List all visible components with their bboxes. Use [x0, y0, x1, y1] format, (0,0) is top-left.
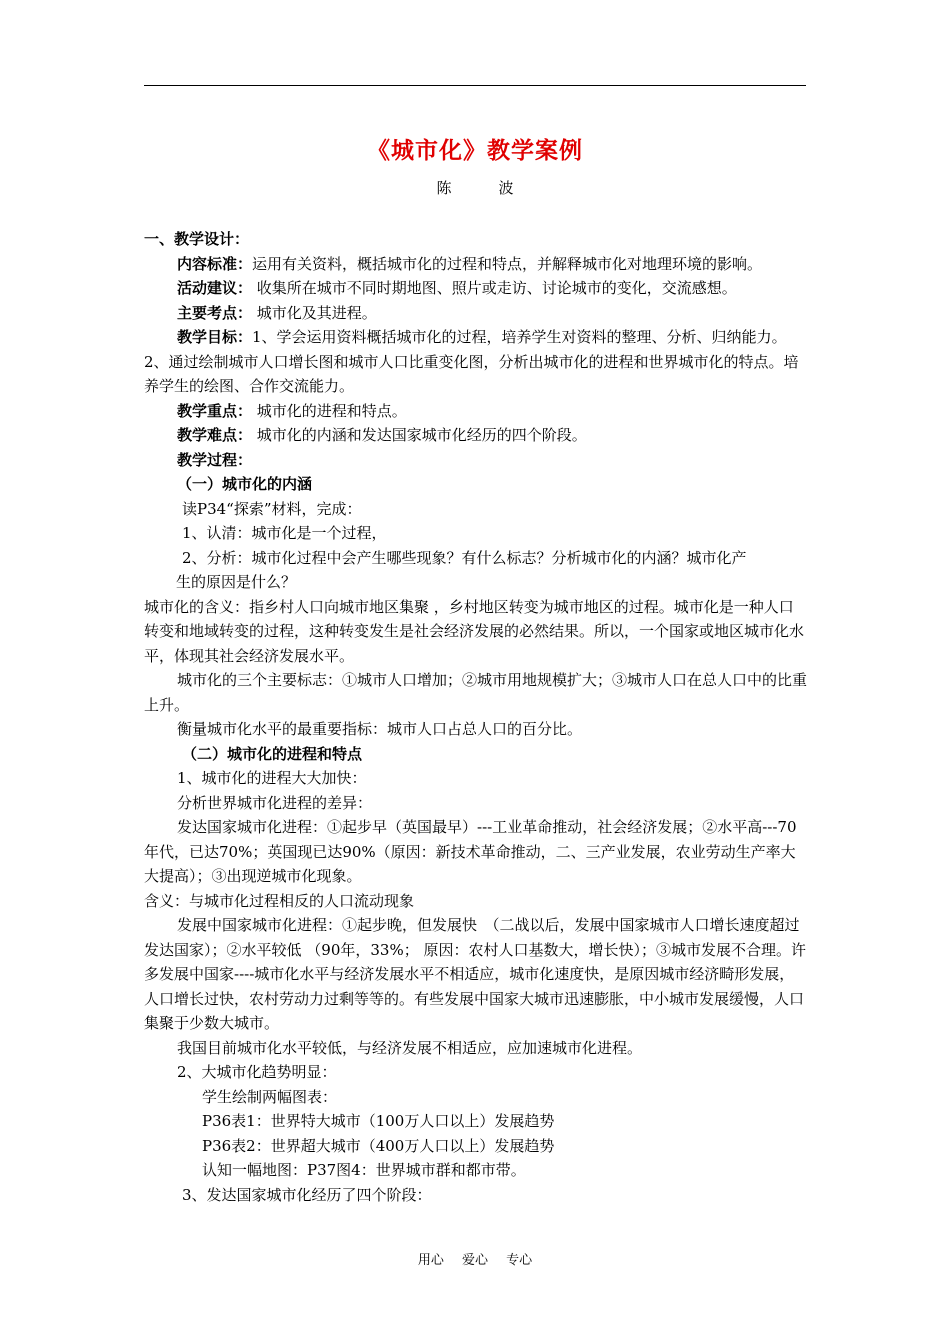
part2-developing: 发展中国家城市化进程：①起步晚，但发展快 （二战以后，发展中国家城市人口增长速度超过发达国家）；②水平较低 （90年，33%； 原因：农村人口基数大，增长快）；③城市发展不合理。许多发展中国家----城市化水平与经济发展水平不相适应，城市化速度快，是原因城市经济畸形发展，人口增长过快，农村劳动力过剩等等的。有些发展中国家大城市迅速膨胀，中小城市发展缓慢，人口集聚于少数大城市。: [144, 916, 806, 1032]
field-text: 城市化的进程和特点。: [252, 401, 407, 420]
part2-map: 认知一幅地图：P37图4：世界城市群和都市带。: [202, 1161, 526, 1179]
part2-s1: 1、城市化的进程大大加快：: [177, 769, 367, 787]
field-text: 运用有关资料，概括城市化的过程和特点，并解释城市化对地理环境的影响。: [252, 254, 763, 273]
field-label: 教学重点：: [177, 401, 253, 420]
part2-s2: 2、大城市化趋势明显：: [177, 1063, 337, 1081]
field-label: 教学目标：: [177, 328, 253, 346]
part2-table1: P36表1：世界特大城市（100万人口以上）发展趋势: [202, 1112, 555, 1130]
document-body: [144, 227, 808, 1207]
field-text: 收集所在城市不同时期地图、照片或走访、讨论城市的变化，交流感想。: [252, 279, 737, 297]
field-label: 主要考点：: [177, 303, 253, 322]
meaning-text: 城市化的含义：指乡村人口向城市地区集聚 ，乡村地区转变为城市地区的过程。城市化是一种人口转变和地域转变的过程，这种转变发生是社会经济发展的必然结果。所以，一个国家或地区城市化水平，体现其社会经济发展水平。: [144, 597, 805, 665]
field-text: 1、学会运用资料概括城市化的过程，培养学生对资料的整理、分析、归纳能力。: [252, 328, 787, 346]
part1-indicator: 衡量城市化水平的最重要指标：城市人口占总人口的百分比。: [177, 720, 583, 738]
field-label: 活动建议：: [177, 279, 253, 297]
header-rule: [144, 85, 806, 86]
part1-q2-cont: 生的原因是什么？: [176, 573, 297, 591]
part2-heading: （二）城市化的进程和特点: [182, 744, 363, 763]
part2-s3: 3、发达国家城市化经历了四个阶段：: [182, 1185, 432, 1204]
part2-developed: 发达国家城市化进程：①起步早（英国最早）---工业革命推动，社会经济发展；②水平高---70年代，已达70%；英国现已达90%（原因：新技术革命推动，二、三产业发展，农业劳动生产率大大提高）；③出现逆城市化现象。: [144, 818, 797, 885]
part1-read: 读P34“探索”材料，完成：: [182, 499, 362, 518]
part1-meaning: [144, 595, 808, 669]
document-title: 《城市化》教学案例: [367, 138, 583, 164]
field-label: 内容标准：: [177, 254, 253, 273]
author-name: 陈 波: [436, 179, 530, 197]
activity-suggestion: [144, 276, 808, 301]
part1-q1: 1、认清：城市化是一个过程，: [182, 524, 387, 542]
part2-table2: P36表2：世界超大城市（400万人口以上）发展趋势: [202, 1136, 555, 1155]
teaching-difficulty: [144, 423, 808, 448]
section-heading: 一、教学设计：: [144, 230, 250, 248]
part1-heading: （一）城市化的内涵: [177, 475, 313, 493]
field-label: 教学难点：: [177, 426, 253, 444]
process-heading: 教学过程：: [177, 450, 253, 469]
part2-counter: 含义：与城市化过程相反的人口流动现象: [144, 891, 415, 910]
page-footer: 用心 爱心 专心: [417, 1253, 533, 1268]
part2-s1a: 分析世界城市化进程的差异：: [177, 793, 373, 812]
key-test-point: [144, 301, 808, 326]
part1-signs: 城市化的三个主要标志：①城市人口增加；②城市用地规模扩大；③城市人口在总人口中的比重上升。: [144, 671, 808, 714]
teaching-key-point: [144, 399, 808, 424]
part2-china: 我国目前城市化水平较低，与经济发展不相适应，应加速城市化进程。: [177, 1038, 643, 1057]
part1-q2: 2、分析：城市化过程中会产生哪些现象？有什么标志？分析城市化的内涵？城市化产: [182, 548, 747, 567]
field-text: 城市化及其进程。: [252, 303, 377, 322]
teaching-goals: [144, 325, 808, 350]
field-text: 城市化的内涵和发达国家城市化经历的四个阶段。: [252, 426, 587, 444]
part2-s2a: 学生绘制两幅图表：: [202, 1087, 338, 1106]
teaching-goals-2: 2、通过绘制城市人口增长图和城市人口比重变化图，分析出城市化的进程和世界城市化的特点。培养学生的绘图、合作交流能力。: [144, 352, 799, 395]
content-standard: [144, 252, 808, 277]
